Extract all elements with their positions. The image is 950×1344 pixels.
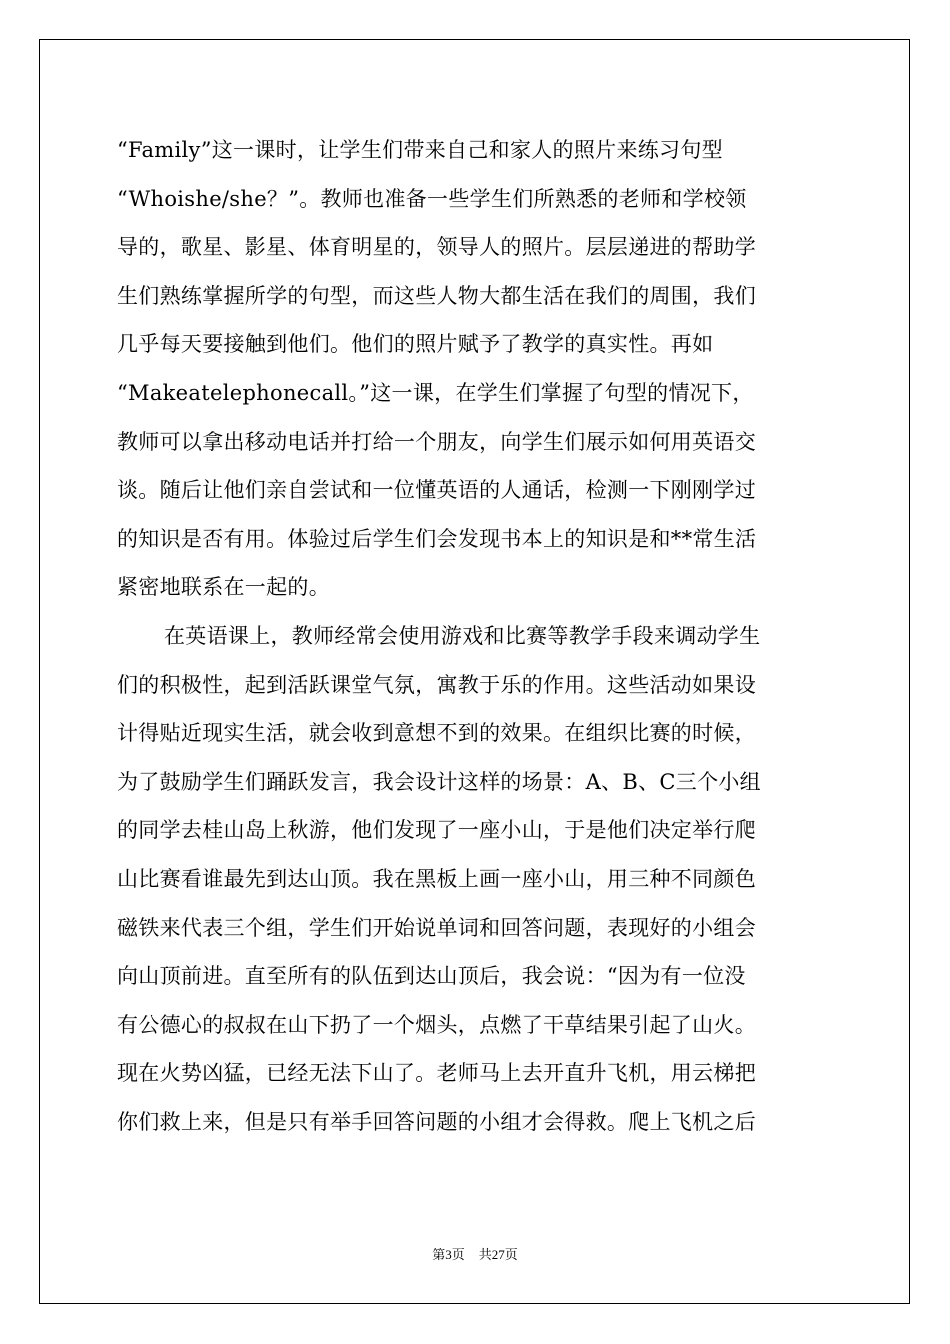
paragraph-start-line: 在英语课上，教师经常会使用游戏和比赛等教学手段来调动学生 xyxy=(164,623,761,648)
text-line: 的知识是否有用。体验过后学生们会发现书本上的知识是和**常生活 xyxy=(117,526,757,551)
text-line: 几乎每天要接触到他们。他们的照片赋予了教学的真实性。再如 xyxy=(117,332,714,357)
text-line: 现在火势凶猛，已经无法下山了。老师马上去开直升飞机，用云梯把 xyxy=(117,1061,756,1086)
text-line: 生们熟练掌握所学的句型，而这些人物大都生活在我们的周围，我们 xyxy=(117,283,756,308)
text-line: 磁铁来代表三个组，学生们开始说单词和回答问题，表现好的小组会 xyxy=(117,915,756,940)
text-line: 你们救上来，但是只有举手回答问题的小组才会得救。爬上飞机之后 xyxy=(117,1109,756,1134)
text-line: 导的，歌星、影星、体育明星的，领导人的照片。层层递进的帮助学 xyxy=(117,235,756,260)
document-body xyxy=(117,126,837,1146)
text-line: 教师可以拿出移动电话并打给一个朋友，向学生们展示如何用英语交 xyxy=(117,429,756,454)
text-line: 有公德心的叔叔在山下扔了一个烟头，点燃了干草结果引起了山火。 xyxy=(117,1012,756,1037)
text-line: “Whoishe/she？”。教师也准备一些学生们所熟悉的老师和学校领 xyxy=(117,186,747,211)
text-line: 的同学去桂山岛上秋游，他们发现了一座小山，于是他们决定举行爬 xyxy=(117,818,756,843)
text-line: 向山顶前进。直至所有的队伍到达山顶后，我会说：“因为有一位没 xyxy=(117,964,746,989)
page-total: 共27页 xyxy=(478,1247,518,1262)
page-footer xyxy=(0,1244,950,1263)
text-line: 为了鼓励学生们踊跃发言，我会设计这样的场景：A、B、C三个小组 xyxy=(117,769,761,794)
text-line: 紧密地联系在一起的。 xyxy=(117,575,330,600)
text-line: 谈。随后让他们亲自尝试和一位懂英语的人通话，检测一下刚刚学过 xyxy=(117,478,756,503)
text-line: “Family”这一课时，让学生们带来自己和家人的照片来练习句型 xyxy=(117,138,723,162)
page-number: 第3页 xyxy=(432,1247,465,1262)
text-line: 计得贴近现实生活，就会收到意想不到的效果。在组织比赛的时候， xyxy=(117,721,756,746)
text-line: 们的积极性，起到活跃课堂气氛，寓教于乐的作用。这些活动如果设 xyxy=(117,672,756,697)
text-line: 山比赛看谁最先到达山顶。我在黑板上画一座小山，用三种不同颜色 xyxy=(117,866,756,891)
text-line: “Makeatelephonecall。”这一课，在学生们掌握了句型的情况下， xyxy=(117,380,754,405)
